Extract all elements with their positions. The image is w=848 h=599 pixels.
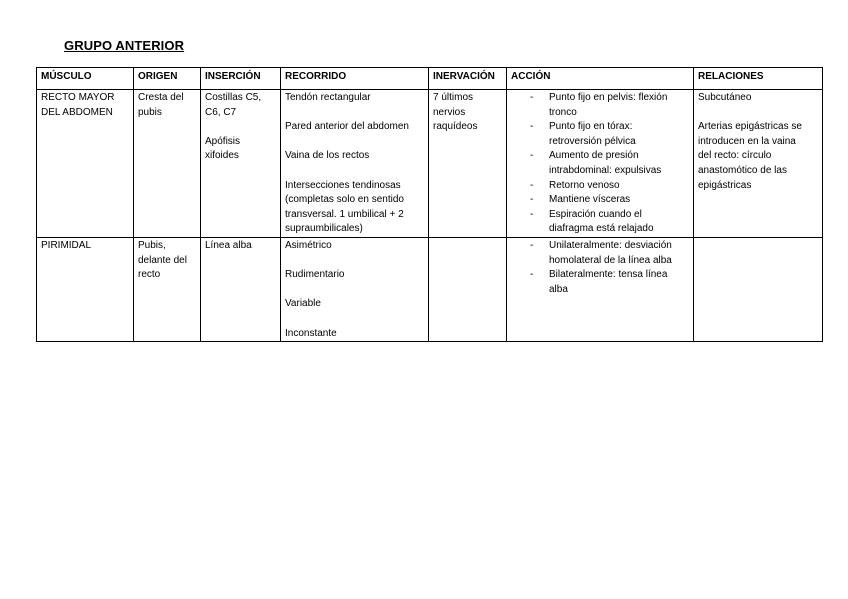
cell-line: epigástricas: [698, 179, 752, 191]
action-line: - Espiración cuando el: [549, 208, 642, 220]
action-line: - Punto fijo en tórax:: [549, 121, 633, 133]
header-relaciones: RELACIONES: [694, 68, 823, 90]
cell-line: recto: [138, 269, 161, 281]
action-line: - Punto fijo en pelvis: flexión: [549, 92, 668, 103]
cell-line: transversal. 1 umbilical + 2: [285, 208, 404, 220]
cell-line: Apófisis: [205, 135, 241, 147]
action-line: - Mantiene vísceras: [549, 194, 631, 206]
blank-line: [205, 120, 276, 135]
cell-musculo: [37, 90, 134, 238]
blank-line: [285, 106, 424, 121]
cell-line: delante del: [138, 254, 187, 266]
cell-line: Rudimentario: [285, 269, 345, 281]
action-list: [511, 239, 689, 297]
header-origen: ORIGEN: [134, 68, 201, 90]
action-line: - Unilateralmente: desviación: [549, 239, 672, 251]
action-line: intrabdominal: expulsivas: [549, 164, 662, 176]
cell-line: Tendón rectangular: [285, 92, 371, 103]
action-line: homolateral de la línea alba: [549, 254, 672, 266]
cell-line: Línea alba: [205, 239, 252, 251]
cell-line: Pubis,: [138, 239, 166, 251]
cell-insercion: [201, 90, 281, 238]
action-line: diafragma está relajado: [549, 223, 654, 235]
cell-musculo: [37, 237, 134, 341]
cell-line: C6, C7: [205, 106, 237, 118]
cell-inervacion: [429, 237, 507, 341]
action-item: [511, 91, 689, 120]
cell-line: anastomótico de las: [698, 164, 787, 176]
header-insercion: INSERCIÓN: [201, 68, 281, 90]
action-item: [511, 268, 689, 297]
cell-line: Inconstante: [285, 327, 337, 339]
cell-insercion: [201, 237, 281, 341]
action-line: alba: [549, 283, 568, 295]
cell-inervacion: [429, 90, 507, 238]
cell-line: raquídeos: [433, 121, 478, 133]
blank-line: [285, 312, 424, 327]
cell-line: (completas solo en sentido: [285, 194, 404, 206]
blank-line: [285, 254, 424, 269]
muscle-table: [36, 67, 823, 342]
cell-line: Asimétrico: [285, 239, 332, 251]
action-item: [511, 149, 689, 178]
action-item: [511, 239, 689, 268]
header-inervacion: INERVACIÓN: [429, 68, 507, 90]
cell-line: introducen en la vaina: [698, 135, 796, 147]
cell-line: Subcutáneo: [698, 92, 752, 103]
blank-line: [698, 106, 818, 121]
cell-line: nervios: [433, 106, 466, 118]
action-line: - Retorno venoso: [549, 179, 620, 191]
cell-origen: [134, 90, 201, 238]
table-row: [37, 90, 823, 238]
cell-line: supraumbilicales): [285, 223, 363, 235]
blank-line: [285, 135, 424, 150]
action-item: [511, 193, 689, 208]
cell-accion: [507, 237, 694, 341]
blank-line: [285, 164, 424, 179]
blank-line: [285, 283, 424, 298]
cell-line: RECTO MAYOR: [41, 92, 115, 103]
cell-line: Costillas C5,: [205, 92, 262, 103]
cell-line: PIRIMIDAL: [41, 239, 92, 251]
header-musculo: MÚSCULO: [37, 68, 134, 90]
action-line: - Aumento de presión: [549, 150, 639, 162]
header-row: [37, 68, 823, 90]
table-row: [37, 237, 823, 341]
cell-recorrido: [281, 90, 429, 238]
action-item: [511, 179, 689, 194]
cell-relaciones: [694, 90, 823, 238]
cell-line: Intersecciones tendinosas: [285, 179, 401, 191]
cell-line: Arterias epigástricas se: [698, 121, 802, 133]
cell-line: pubis: [138, 106, 162, 118]
cell-accion: [507, 90, 694, 238]
cell-line: 7 últimos: [433, 92, 474, 103]
cell-line: del recto: círculo: [698, 150, 772, 162]
cell-origen: [134, 237, 201, 341]
action-item: [511, 208, 689, 237]
action-line: tronco: [549, 106, 577, 118]
action-line: - Bilateralmente: tensa línea: [549, 269, 668, 281]
cell-line: Vaina de los rectos: [285, 150, 370, 162]
page-title: GRUPO ANTERIOR: [64, 38, 185, 53]
action-item: [511, 120, 689, 149]
cell-line: xifoides: [205, 150, 239, 162]
cell-line: DEL ABDOMEN: [41, 106, 113, 118]
cell-relaciones: [694, 237, 823, 341]
cell-recorrido: [281, 237, 429, 341]
cell-line: Variable: [285, 298, 321, 310]
header-accion: ACCIÓN: [507, 68, 694, 90]
header-recorrido: RECORRIDO: [281, 68, 429, 90]
cell-line: Pared anterior del abdomen: [285, 121, 409, 133]
cell-line: Cresta del: [138, 92, 184, 103]
action-list: [511, 91, 689, 237]
action-line: retroversión pélvica: [549, 135, 636, 147]
